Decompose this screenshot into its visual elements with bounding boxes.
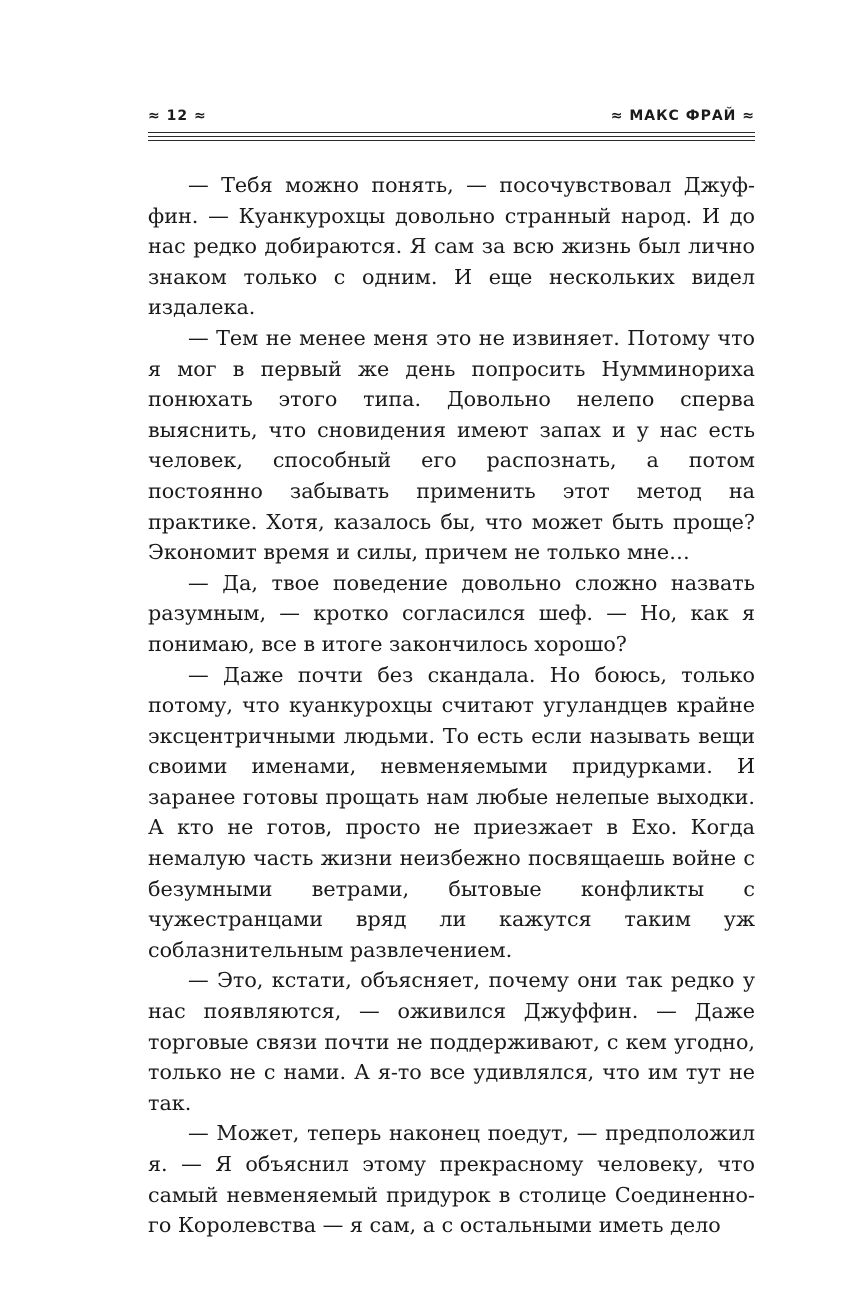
author-name: ≈ МАКС ФРАЙ ≈ <box>610 108 755 124</box>
paragraph: — Тем не менее меня это не извиняет. Потому что я мог в первый же день попросить Нумминориха понюхать этого типа. Довольно нелепо сперва выяснить, что сновидения имеют запах и у нас есть человек, способный его распознать, а потом постоянно забывать применить этот метод на практике. Хотя, казалось бы, что может быть проще? Экономит время и силы, причем не только мне… <box>148 325 755 565</box>
paragraph: — Может, теперь наконец поедут, — предположил я. — Я объяснил этому прекрасному человеку, что самый невменяемый придурок в столице Соединенного Королевства — я сам, а с остальными иметь дело <box>148 1121 755 1238</box>
header-rule-top <box>148 132 755 133</box>
body-text <box>148 170 755 1241</box>
paragraph: — Да, твое поведение довольно сложно назвать разумным, — кротко согласился шеф. — Но, как я понимаю, все в итоге закончилось хорошо? <box>148 570 755 656</box>
paragraph: — Это, кстати, объясняет, почему они так редко у нас появляются, — оживился Джуффин. — Даже торговые связи почти не поддерживают, с кем угодно, только не с нами. А я-то все удивлялся, что им тут не так. <box>148 968 755 1115</box>
header-rule-bottom <box>148 140 755 141</box>
paragraph: — Даже почти без скандала. Но боюсь, только потому, что куанкурохцы считают угуландцев крайне эксцентричными людьми. То есть если называть вещи своими именами, невменяемыми придурками. И заранее готовы прощать нам любые нелепые выходки. А кто не готов, просто не приезжает в Ехо. Когда немалую часть жизни неизбежно посвящаешь войне с безумными ветрами, бытовые конфликты с чужестранцами вряд ли кажутся таким уж соблазнительным развлечением. <box>148 662 755 962</box>
page-number: ≈ 12 ≈ <box>148 108 207 124</box>
header-rule-middle <box>148 136 755 137</box>
paragraph: — Тебя можно понять, — посочувствовал Джуффин. — Куанкурохцы довольно странный народ. И до нас редко добираются. Я сам за всю жизнь был лично знаком только с одним. И еще нескольких видел издалека. <box>148 173 755 320</box>
running-header <box>148 106 755 130</box>
